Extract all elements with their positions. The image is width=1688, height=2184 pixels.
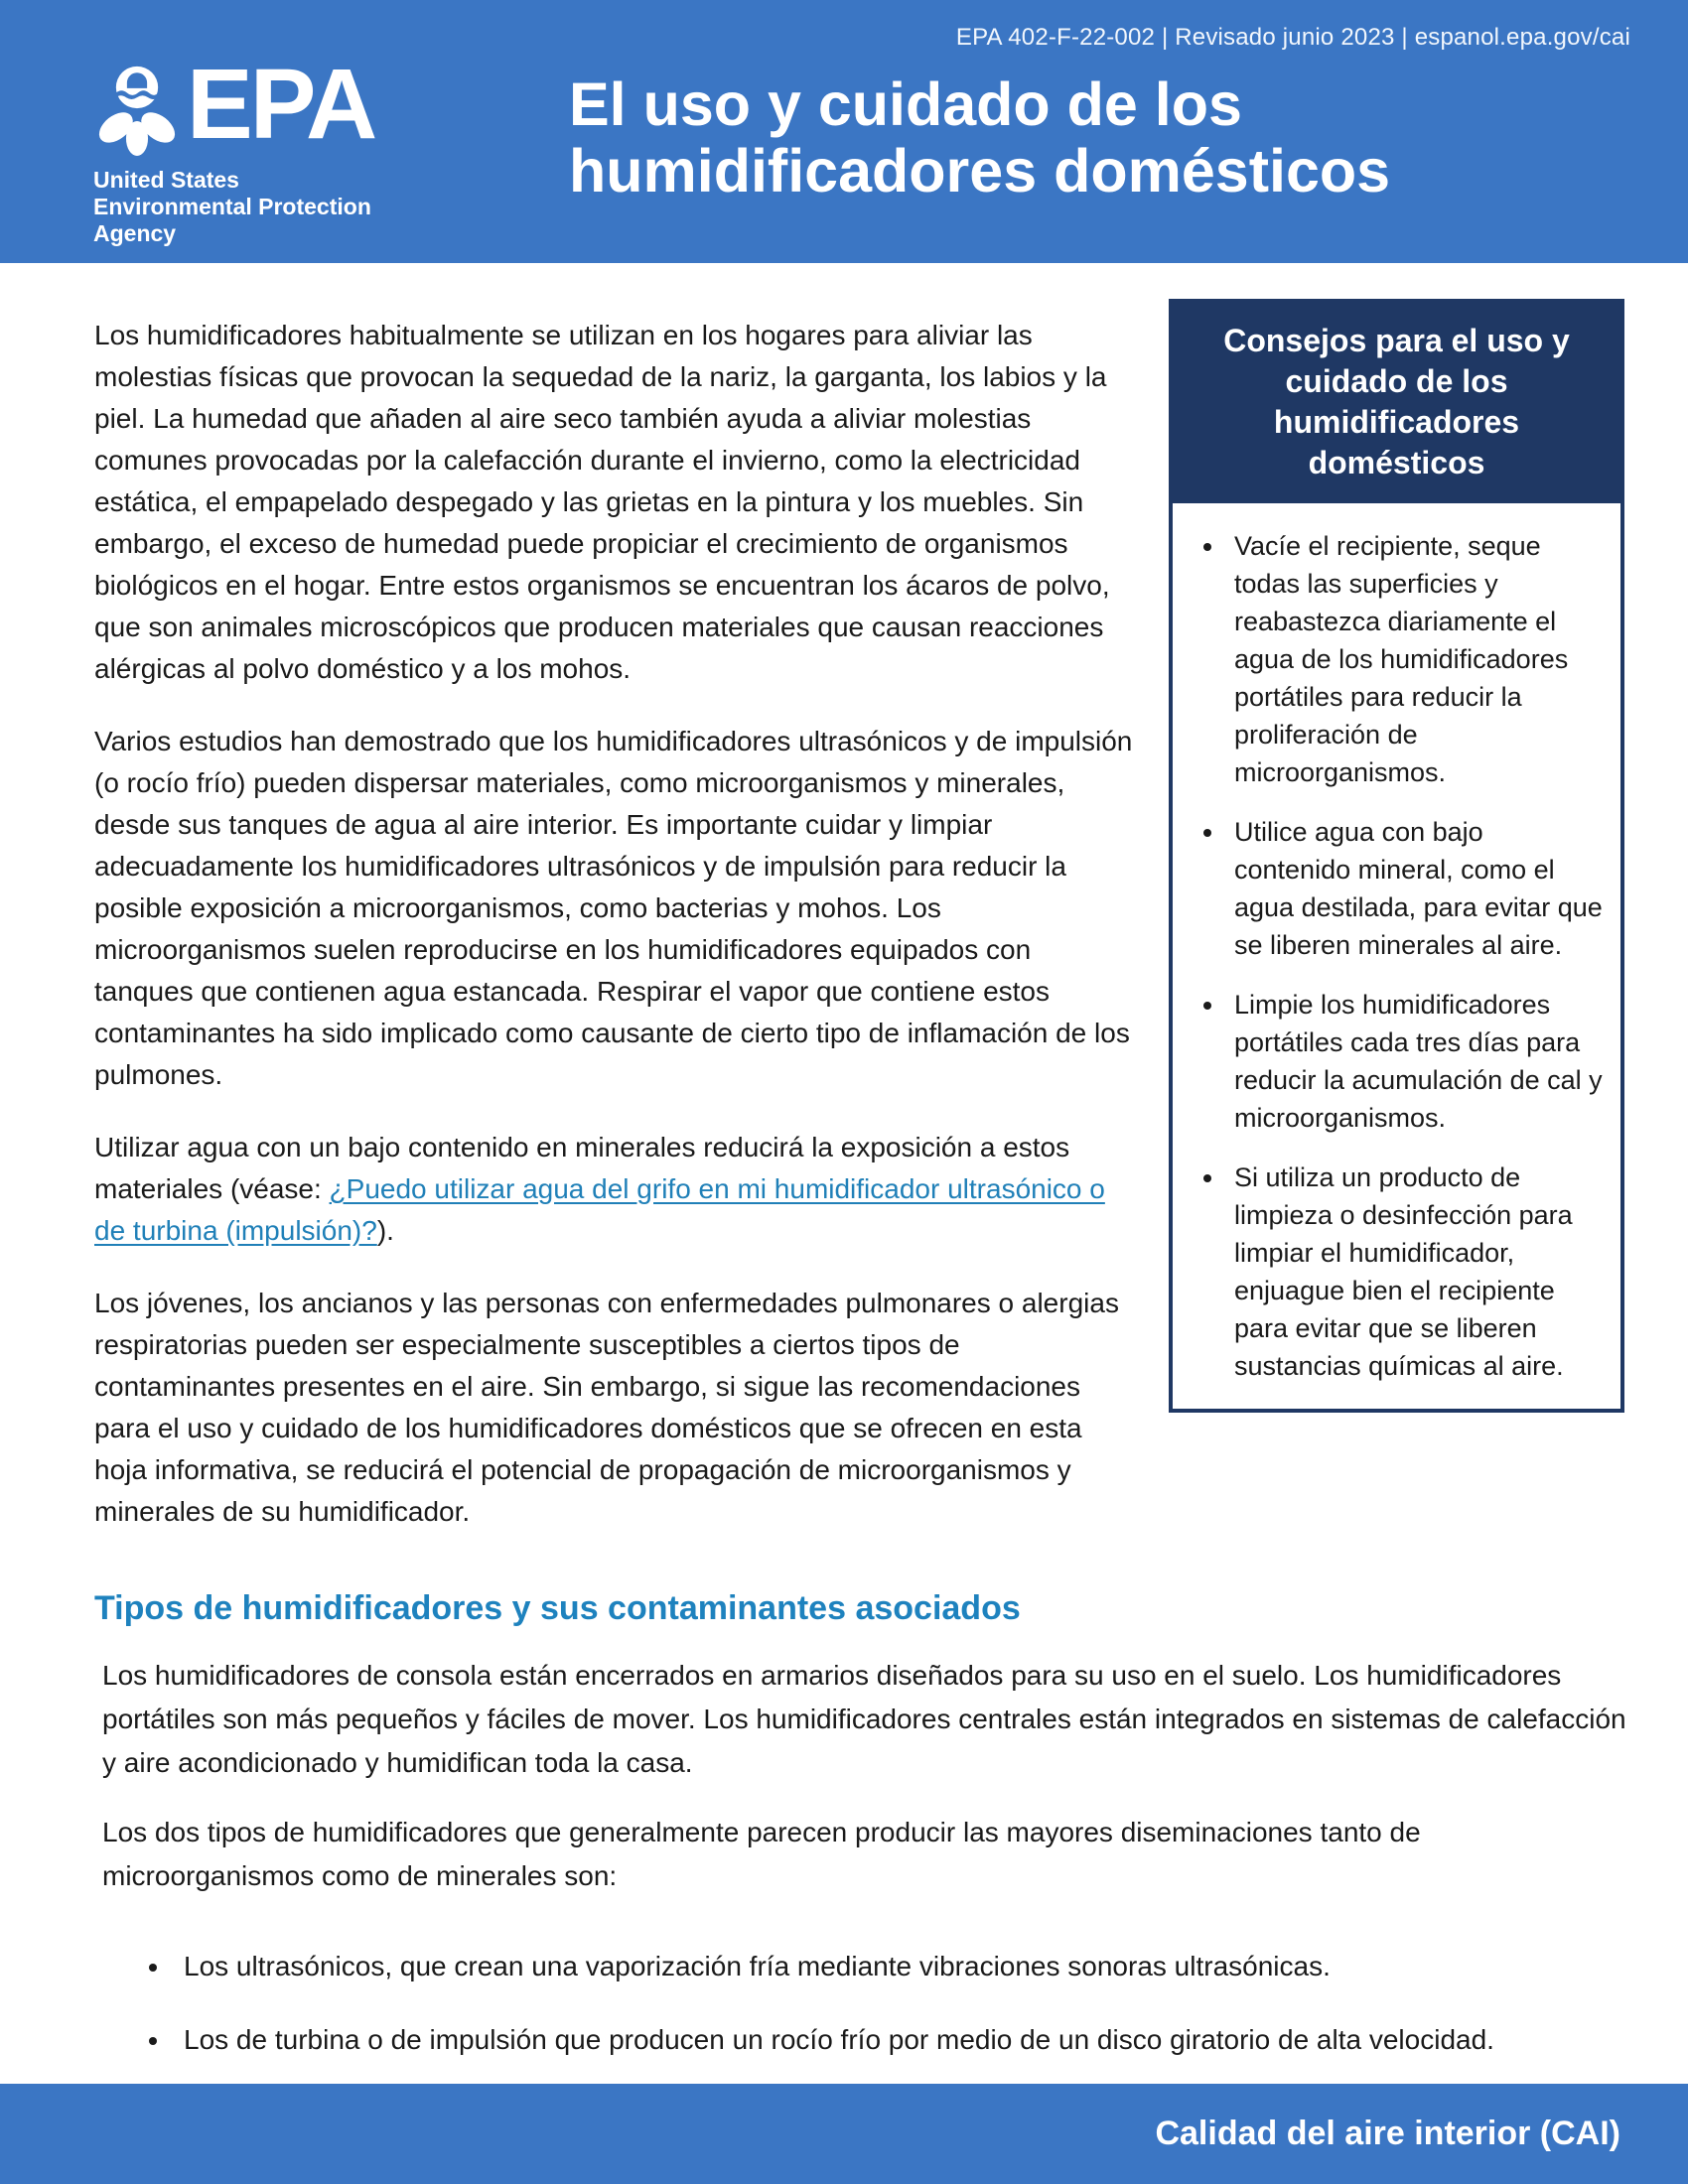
tip-item-1: • Vacíe el recipiente, seque todas las superficies y reabastezca diariamente el agua de los humidificadores portátiles para reducir la proliferación de microorganismos. <box>1226 527 1605 791</box>
tips-sidebar-title: Consejos para el uso y cuidado de los humidificadores domésticos <box>1173 303 1620 503</box>
section-paragraph-1: Los humidificadores de consola están encerrados en armarios diseñados para su uso en el suelo. Los humidificadores portátiles son más pequeños y fáciles de mover. Los humidificadores centrales están integrados en sistemas de calefacción y aire acondicionado y humidifican toda la casa. <box>102 1660 1626 1778</box>
epa-agency-line-2: Environmental Protection <box>93 193 371 219</box>
epa-agency-line-3: Agency <box>93 219 177 246</box>
tip-item-3: • Limpie los humidificadores portátiles cada tres días para reducir la acumulación de cal y microorganismos. <box>1226 986 1605 1137</box>
page-title: El uso y cuidado de los humidificadores domésticos <box>569 70 1391 205</box>
tap-water-question-link[interactable]: ¿Puedo utilizar agua del grifo en mi humidificador ultrasónico o de turbina (impulsión)? <box>94 1173 1105 1246</box>
tip-item-2: • Utilice agua con bajo contenido mineral, como el agua destilada, para evitar que se liberen minerales al aire. <box>1226 813 1605 964</box>
two-column-layout <box>94 315 1628 1564</box>
epa-logo <box>91 49 375 247</box>
section-paragraph-2: Los dos tipos de humidificadores que generalmente parecen producir las mayores diseminaciones tanto de microorganismos como de minerales son: <box>102 1817 1421 1891</box>
footer-program-label: Calidad del aire interior (CAI) <box>1155 2115 1620 2152</box>
tip-item-4: • Si utiliza un producto de limpieza o desinfección para limpiar el humidificador, enjuague bien el recipiente para evitar que se liberen sustancias químicas al aire. <box>1226 1159 1605 1385</box>
humidifier-types-list <box>94 1946 1628 2061</box>
paragraph-3-pre-text: Utilizar agua con un bajo contenido en minerales reducirá la exposición a estos materiales (véase: <box>94 1132 1070 1204</box>
humidifier-type-item-2: • Los de turbina o de impulsión que producen un rocío frío por medio de un disco giratorio de alta velocidad. <box>172 2019 1621 2061</box>
intro-paragraph-1: Los humidificadores habitualmente se utilizan en los hogares para aliviar las molestias físicas que provocan la sequedad de la nariz, la garganta, los labios y la piel. La humedad que añaden al aire seco también ayuda a aliviar molestias comunes provocadas por la calefacción durante el invierno, como la electricidad estática, el empapelado despegado y las grietas en la pintura y los muebles. Sin embargo, el exceso de humedad puede propiciar el crecimiento de organismos biológicos en el hogar. Entre estos organismos se encuentran los ácaros de polvo, que son animales microscópicos que producen materiales que causan reacciones alérgicas al polvo doméstico y a los mohos. <box>94 320 1110 684</box>
page-content <box>0 263 1688 2061</box>
document-meta: EPA 402-F-22-002 | Revisado junio 2023 | espanol.epa.gov/cai <box>955 24 1630 51</box>
section-heading: Tipos de humidificadores y sus contaminantes asociados <box>94 1589 1021 1627</box>
main-column <box>94 315 1135 1564</box>
epa-logo-row <box>91 49 375 160</box>
paragraph-3-post-text: ). <box>376 1215 394 1246</box>
page-header <box>0 0 1688 263</box>
tips-sidebar-body <box>1173 503 1620 1409</box>
intro-paragraph-3 <box>94 1127 1135 1252</box>
epa-acronym: EPA <box>187 49 375 160</box>
epa-flower-icon <box>91 62 183 159</box>
humidifier-types-section <box>94 1589 1628 2061</box>
humidifier-type-item-1: • Los ultrasónicos, que crean una vaporización fría mediante vibraciones sonoras ultrasónicas. <box>172 1946 1621 1987</box>
epa-agency-line-1: United States <box>93 167 239 193</box>
tips-list <box>1183 527 1605 1385</box>
epa-agency-name <box>93 167 374 247</box>
tips-sidebar <box>1169 299 1624 1413</box>
intro-paragraph-4: Los jóvenes, los ancianos y las personas con enfermedades pulmonares o alergias respiratorias pueden ser especialmente susceptibles a ciertos tipos de contaminantes presentes en el aire. Sin embargo, si sigue las recomendaciones para el uso y cuidado de los humidificadores domésticos que se ofrecen en esta hoja informativa, se reducirá el potencial de propagación de microorganismos y minerales de su humidificador. <box>94 1288 1119 1527</box>
page-footer <box>0 2084 1688 2184</box>
intro-paragraph-2: Varios estudios han demostrado que los humidificadores ultrasónicos y de impulsión (o rocío frío) pueden dispersar materiales, como microorganismos y minerales, desde sus tanques de agua al aire interior. Es importante cuidar y limpiar adecuadamente los humidificadores ultrasónicos y de impulsión para reducir la posible exposición a microorganismos, como bacterias y mohos. Los microorganismos suelen reproducirse en los humidificadores equipados con tanques que contienen agua estancada. Respirar el vapor que contiene estos contaminantes ha sido implicado como causante de cierto tipo de inflamación de los pulmones. <box>94 726 1133 1090</box>
